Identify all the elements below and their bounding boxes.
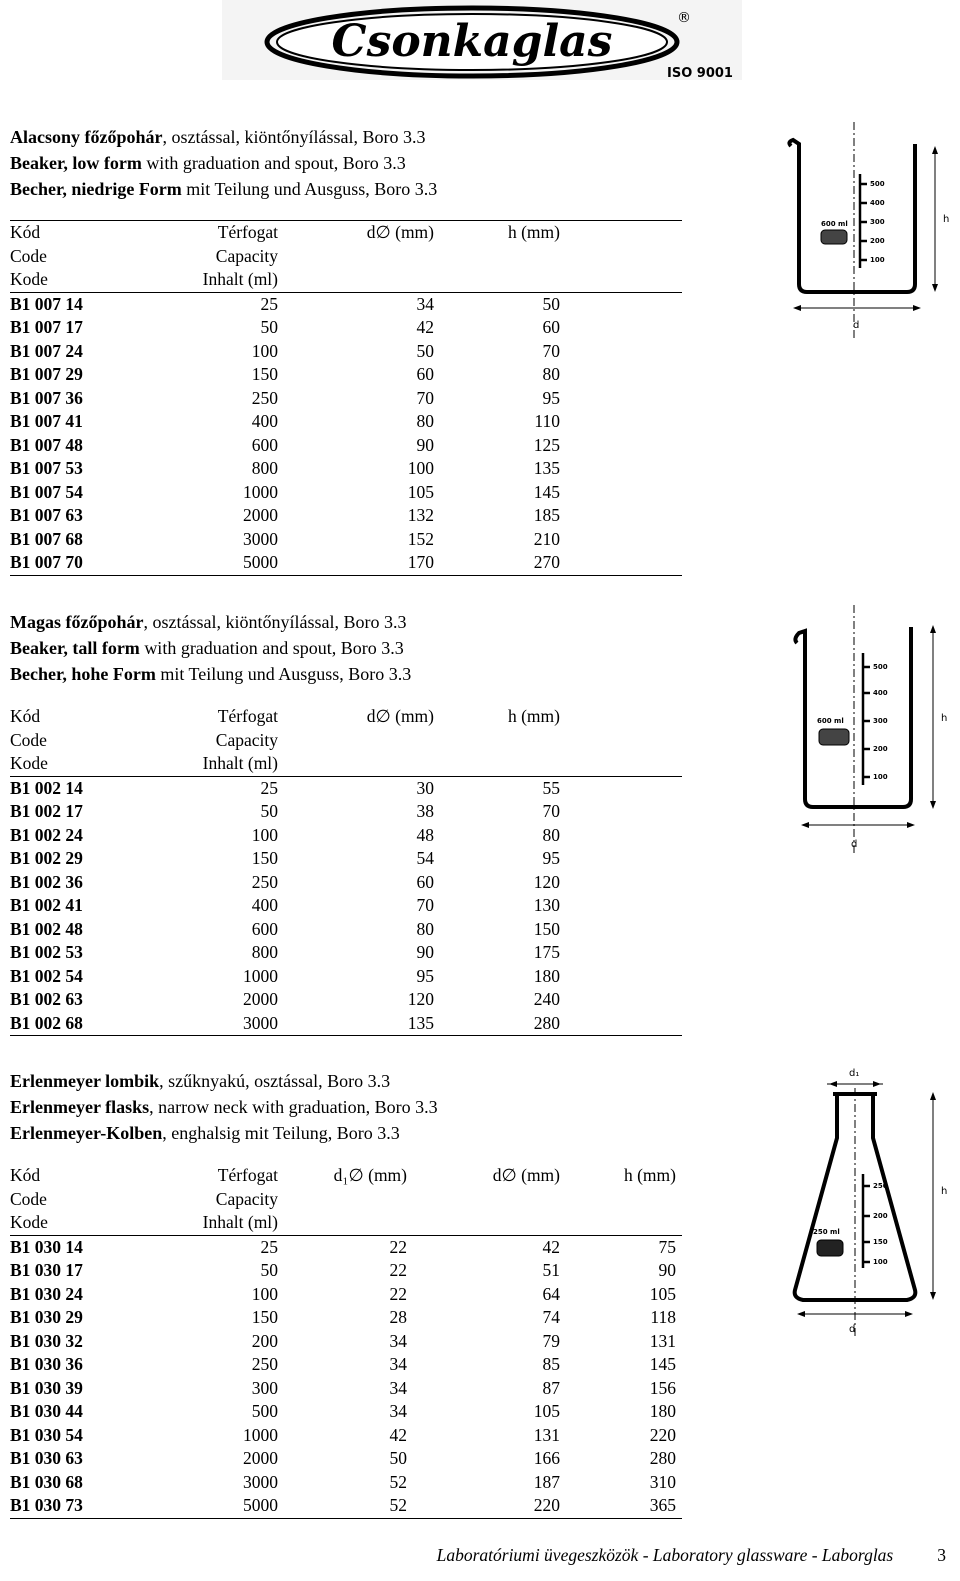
cell-code: B1 007 54 [10,481,83,502]
cell-code: B1 002 54 [10,965,83,986]
table-row [10,1330,682,1354]
cell-value: 250 [251,387,278,408]
cell-value: 48 [416,824,434,845]
cell-value: 90 [416,434,434,455]
page-number: 3 [937,1545,946,1565]
svg-text:250 ml: 250 ml [813,1228,840,1236]
table-header-row [10,268,682,292]
cell-value: 365 [649,1495,676,1515]
cell-code: B1 030 44 [10,1401,83,1421]
svg-text:d: d [853,320,860,331]
cell-value: 3000 [243,1012,278,1033]
svg-text:400: 400 [873,689,888,697]
header-d: d∅ (mm) [492,1165,560,1185]
cell-value: 52 [389,1495,407,1515]
cell-value: 152 [407,528,434,549]
table-row [10,1236,682,1260]
header-code: Code [10,245,47,266]
cell-value: 310 [649,1471,676,1492]
cell-value: 34 [389,1330,407,1351]
cell-code: B1 002 63 [10,989,83,1009]
table-row [10,1471,682,1495]
cell-value: 90 [658,1260,676,1280]
header-code: Kode [10,753,48,773]
cell-code: B1 030 68 [10,1471,83,1492]
cell-value: 42 [542,1236,560,1257]
cell-value: 400 [251,895,278,915]
header-code: Kód [10,222,41,242]
cell-value: 100 [251,824,278,845]
header-volume: Capacity [215,1188,278,1209]
svg-text:ISO 9001: ISO 9001 [667,66,733,80]
table-row [10,293,682,317]
section-erlenmeyer [10,1068,682,1519]
section-title-en: Beaker, tall form with graduation and spout, Boro 3.3 [10,638,404,658]
cell-value: 80 [416,411,434,431]
cell-value: 60 [416,871,434,892]
cell-code: B1 002 14 [10,777,83,798]
svg-text:100: 100 [873,773,888,781]
table-row [10,457,682,481]
cell-value: 131 [649,1330,676,1351]
table-header-row [10,752,682,776]
cell-value: 280 [649,1448,676,1468]
cell-code: B1 030 63 [10,1448,83,1468]
cell-value: 70 [416,387,434,408]
cell-code: B1 007 29 [10,364,83,384]
cell-value: 200 [251,1330,278,1351]
table-row [10,1494,682,1518]
cell-value: 5000 [243,552,278,572]
cell-value: 800 [251,942,278,962]
svg-text:200: 200 [873,745,888,753]
svg-text:200: 200 [870,237,885,245]
table-row [10,504,682,528]
table-row [10,800,682,824]
cell-code: B1 030 54 [10,1424,83,1445]
table-header-row [10,221,682,245]
cell-value: 42 [416,317,434,337]
svg-text:200: 200 [873,1212,888,1220]
cell-value: 25 [260,1236,278,1257]
beaker-tall-figure [783,603,953,853]
cell-value: 187 [533,1471,560,1492]
cell-value: 120 [407,989,434,1009]
cell-value: 85 [542,1354,560,1374]
cell-value: 70 [542,340,560,361]
cell-value: 180 [533,965,560,986]
table-bottom-rule [10,1518,682,1519]
cell-value: 50 [260,1260,278,1280]
cell-code: B1 030 39 [10,1377,83,1398]
cell-value: 130 [533,895,560,915]
cell-value: 34 [389,1354,407,1374]
cell-value: 600 [251,434,278,455]
cell-code: B1 002 36 [10,871,83,892]
header-d: d∅ (mm) [366,706,434,726]
table-row [10,847,682,871]
cell-value: 250 [251,1354,278,1374]
cell-code: B1 030 32 [10,1330,83,1351]
cell-value: 120 [533,871,560,892]
svg-text:h: h [943,214,950,225]
cell-value: 52 [389,1471,407,1492]
cell-code: B1 007 68 [10,528,83,549]
beaker-low-figure [783,118,953,338]
cell-value: 80 [542,364,560,384]
cell-value: 75 [658,1236,676,1257]
table-row [10,316,682,340]
table-row [10,1377,682,1401]
section-title-hu: Alacsony főzőpohár, osztással, kiöntőnyílással, Boro 3.3 [10,127,426,147]
cell-value: 145 [649,1354,676,1374]
header-h: h (mm) [507,222,560,242]
section-title-en: Erlenmeyer flasks, narrow neck with graduation, Boro 3.3 [10,1097,438,1117]
cell-value: 50 [389,1448,407,1468]
cell-value: 150 [251,364,278,384]
svg-text:300: 300 [870,218,885,226]
table-row [10,340,682,364]
table-row [10,894,682,918]
table-row [10,1283,682,1307]
cell-value: 166 [533,1448,560,1468]
cell-value: 50 [416,340,434,361]
cell-value: 50 [260,801,278,821]
cell-code: B1 030 24 [10,1283,83,1304]
cell-value: 22 [389,1260,407,1280]
table-row [10,1306,682,1330]
cell-value: 105 [649,1283,676,1304]
section-title-de: Becher, niedrige Form mit Teilung und Ausguss, Boro 3.3 [10,179,438,199]
cell-value: 3000 [243,528,278,549]
cell-value: 1000 [243,965,278,986]
cell-value: 180 [649,1401,676,1421]
cell-value: 95 [416,965,434,986]
section-title-en: Beaker, low form with graduation and spout, Boro 3.3 [10,153,406,173]
cell-value: 5000 [243,1495,278,1515]
svg-text:500: 500 [870,180,885,188]
cell-value: 28 [389,1307,407,1327]
cell-code: B1 030 36 [10,1354,83,1374]
cell-value: 105 [533,1401,560,1421]
cell-value: 90 [416,942,434,962]
section-title-de: Erlenmeyer-Kolben, enghalsig mit Teilung, Boro 3.3 [10,1123,400,1143]
cell-code: B1 030 17 [10,1260,83,1280]
cell-code: B1 002 41 [10,895,83,915]
cell-code: B1 007 17 [10,317,83,337]
table-row [10,871,682,895]
table-row [10,965,682,989]
table-row [10,387,682,411]
table-header-row [10,245,682,269]
cell-value: 50 [542,293,560,314]
table-row [10,1447,682,1471]
table-header-row [10,1188,682,1212]
svg-text:100: 100 [870,256,885,264]
cell-value: 156 [649,1377,676,1398]
cell-code: B1 007 70 [10,552,83,572]
table-row [10,528,682,552]
section-title-hu: Magas főzőpohár, osztással, kiöntőnyílással, Boro 3.3 [10,612,407,632]
cell-value: 25 [260,777,278,798]
header-volume: Capacity [215,729,278,750]
cell-value: 105 [407,481,434,502]
table-row [10,1400,682,1424]
cell-value: 500 [251,1401,278,1421]
cell-value: 210 [533,528,560,549]
cell-code: B1 002 53 [10,942,83,962]
svg-text:100: 100 [873,1258,888,1266]
svg-text:600 ml: 600 ml [821,220,848,228]
cell-code: B1 007 48 [10,434,83,455]
header-d: d∅ (mm) [366,222,434,242]
cell-value: 135 [407,1012,434,1033]
cell-value: 60 [416,364,434,384]
section-beaker-tall [10,609,682,1036]
section-title-hu: Erlenmeyer lombik, szűknyakú, osztással, Boro 3.3 [10,1071,391,1091]
table-row [10,1259,682,1283]
header-d1: d₁∅ (mm) [333,1165,407,1185]
header-volume: Térfogat [217,706,278,726]
header-code: Code [10,1188,47,1209]
table-row [10,1353,682,1377]
cell-value: 22 [389,1236,407,1257]
header-volume: Térfogat [217,222,278,242]
cell-value: 50 [260,317,278,337]
cell-value: 240 [533,989,560,1009]
cell-code: B1 030 14 [10,1236,83,1257]
cell-code: B1 007 53 [10,458,83,478]
cell-value: 110 [534,411,560,431]
cell-value: 145 [533,481,560,502]
table-bottom-rule [10,1035,682,1036]
cell-code: B1 002 68 [10,1012,83,1033]
header-h: h (mm) [507,706,560,726]
table-row [10,918,682,942]
cell-code: B1 030 73 [10,1495,83,1515]
cell-value: 100 [407,458,434,478]
cell-value: 175 [533,942,560,962]
footer-text: Laboratóriumi üvegeszközök - Laboratory glassware - Laborglas [436,1545,894,1565]
cell-value: 250 [251,871,278,892]
section-beaker-low [10,124,682,576]
cell-value: 34 [389,1401,407,1421]
cell-value: 60 [542,317,560,337]
svg-text:250: 250 [873,1182,888,1190]
table-beaker-low [10,221,682,576]
cell-code: B1 002 29 [10,848,83,868]
cell-value: 2000 [243,1448,278,1468]
table-row [10,1012,682,1036]
table-beaker-tall [10,705,682,1036]
svg-text:d₁: d₁ [849,1068,860,1079]
cell-value: 170 [407,552,434,572]
svg-text:h: h [941,1186,948,1197]
cell-value: 300 [251,1377,278,1398]
cell-value: 220 [533,1495,560,1515]
cell-code: B1 030 29 [10,1307,83,1327]
header-h: h (mm) [623,1165,676,1185]
svg-text:500: 500 [873,663,888,671]
table-header-row [10,1164,682,1188]
cell-value: 150 [251,848,278,868]
cell-value: 22 [389,1283,407,1304]
table-header-row [10,705,682,729]
header-volume: Capacity [215,245,278,266]
header-code: Kód [10,1165,41,1185]
cell-code: B1 002 17 [10,801,83,821]
header-volume: Inhalt (ml) [202,753,278,773]
erlenmeyer-figure [783,1062,953,1342]
cell-value: 70 [416,895,434,915]
svg-text:d: d [851,839,858,850]
cell-value: 3000 [243,1471,278,1492]
table-row [10,988,682,1012]
csonkaglas-logo [222,0,742,80]
svg-text:600 ml: 600 ml [817,717,844,725]
cell-value: 280 [533,1012,560,1033]
cell-value: 80 [542,824,560,845]
cell-value: 2000 [243,989,278,1009]
table-row [10,434,682,458]
cell-value: 132 [407,505,434,525]
cell-code: B1 002 24 [10,824,83,845]
page-footer [437,1545,946,1566]
cell-value: 74 [542,1307,560,1327]
cell-value: 64 [542,1283,560,1304]
svg-text:d: d [849,1324,856,1335]
table-row [10,363,682,387]
table-row [10,777,682,801]
cell-value: 25 [260,293,278,314]
cell-value: 150 [251,1307,278,1327]
svg-text:400: 400 [870,199,885,207]
svg-text:150: 150 [873,1238,888,1246]
cell-value: 220 [649,1424,676,1445]
table-row [10,410,682,434]
cell-value: 131 [533,1424,560,1445]
cell-value: 118 [650,1307,676,1327]
cell-value: 80 [416,918,434,939]
cell-value: 70 [542,801,560,821]
cell-code: B1 007 63 [10,505,83,525]
cell-value: 1000 [243,1424,278,1445]
section-title-de: Becher, hohe Form mit Teilung und Ausguss, Boro 3.3 [10,664,412,684]
table-row [10,824,682,848]
cell-value: 54 [416,848,434,868]
cell-value: 600 [251,918,278,939]
cell-value: 95 [542,848,560,868]
cell-value: 95 [542,387,560,408]
table-row [10,551,682,575]
table-header-row [10,729,682,753]
cell-code: B1 007 36 [10,387,83,408]
cell-value: 55 [542,777,560,798]
svg-text:300: 300 [873,717,888,725]
cell-value: 400 [251,411,278,431]
svg-text:®: ® [677,10,691,26]
table-erlenmeyer [10,1164,682,1519]
svg-text:Csonkaglas: Csonkaglas [331,16,613,67]
header-code: Kód [10,706,41,726]
header-volume: Térfogat [217,1165,278,1185]
cell-value: 34 [389,1377,407,1398]
cell-code: B1 007 24 [10,340,83,361]
cell-value: 100 [251,340,278,361]
svg-text:h: h [941,713,948,724]
cell-value: 135 [533,458,560,478]
cell-code: B1 007 41 [10,411,83,431]
table-row [10,481,682,505]
cell-value: 185 [533,505,560,525]
cell-value: 87 [542,1377,560,1398]
cell-value: 79 [542,1330,560,1351]
cell-value: 30 [416,777,434,798]
header-volume: Inhalt (ml) [202,1212,278,1232]
cell-code: B1 002 48 [10,918,83,939]
table-header-row [10,1211,682,1235]
cell-value: 800 [251,458,278,478]
header-code: Code [10,729,47,750]
header-code: Kode [10,1212,48,1232]
header-code: Kode [10,269,48,289]
table-row [10,941,682,965]
cell-value: 51 [542,1260,560,1280]
header-volume: Inhalt (ml) [202,269,278,289]
cell-value: 150 [533,918,560,939]
cell-value: 34 [416,293,434,314]
table-bottom-rule [10,575,682,576]
cell-value: 1000 [243,481,278,502]
cell-value: 125 [533,434,560,455]
cell-value: 42 [389,1424,407,1445]
cell-code: B1 007 14 [10,293,83,314]
cell-value: 38 [416,801,434,821]
cell-value: 2000 [243,505,278,525]
table-row [10,1424,682,1448]
cell-value: 100 [251,1283,278,1304]
cell-value: 270 [533,552,560,572]
